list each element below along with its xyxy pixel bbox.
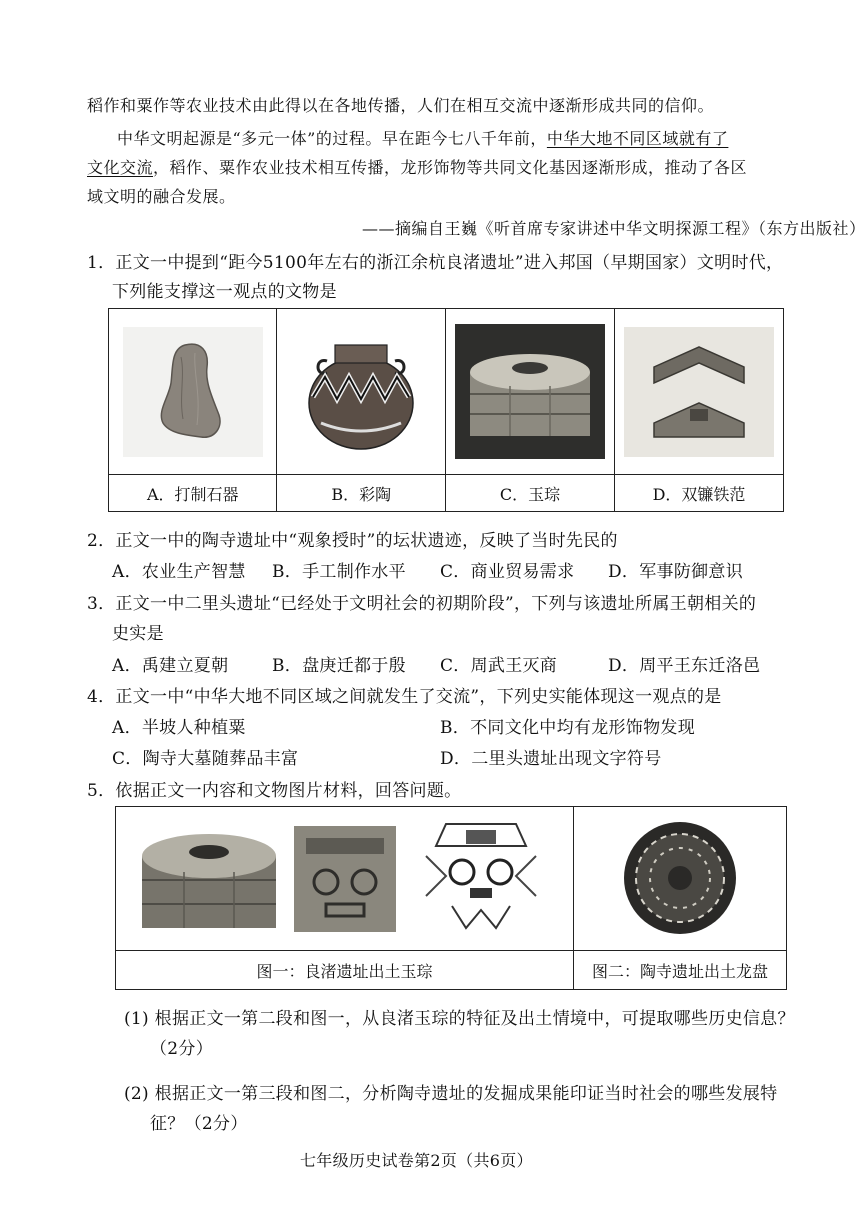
question-2-stem: 2．正文一中的陶寺遗址中“观象授时”的坛状遗迹，反映了当时先民的 (87, 531, 618, 551)
option-a-label: A．打制石器 (109, 475, 277, 512)
figure-1-caption: 图一：良渚遗址出土玉琮 (116, 951, 574, 990)
question-2-option-b: B．手工制作水平 (272, 562, 406, 582)
question-2-option-d: D．军事防御意识 (608, 562, 744, 582)
question-2-option-a: A．农业生产智慧 (112, 562, 246, 582)
question-3-stem: 史实是 (112, 624, 164, 644)
passage-underlined: 中华大地不同区域就有了 (546, 129, 729, 148)
page-footer: 七年级历史试卷第2页（共6页） (300, 1151, 533, 1170)
question-1-stem: 1．正文一中提到“距今5100年左右的浙江余杭良渚遗址”进入邦国（早期国家）文明时代， (87, 253, 784, 273)
question-3-option-b: B．盘庚迁都于殷 (272, 656, 406, 676)
passage-line: 稻作和粟作等农业技术由此得以在各地传播，人们在相互交流中逐渐形成共同的信仰。 (87, 96, 715, 115)
question-4-option-c: C．陶寺大墓随葬品丰富 (112, 749, 299, 769)
question-1-options-table (108, 308, 784, 512)
option-b-image (277, 309, 445, 475)
question-4-option-a: A．半坡人种植粟 (112, 718, 246, 738)
option-c-label: C．玉琮 (445, 475, 614, 512)
question-2-option-c: C．商业贸易需求 (440, 562, 575, 582)
question-3-stem: 3．正文一中二里头遗址“已经处于文明社会的初期阶段”，下列与该遗址所属王朝相关的 (87, 594, 757, 614)
passage-text: ，稻作、粟作农业技术相互传播，龙形饰物等共同文化基因逐渐形成，推动了各区 (153, 158, 748, 177)
question-5-sub-2: (2) 根据正文一第三段和图二，分析陶寺遗址的发掘成果能印证当时社会的哪些发展特 (124, 1084, 778, 1104)
figure-2-image (574, 807, 787, 951)
question-3-option-c: C．周武王灭商 (440, 656, 558, 676)
iron-mold-icon (624, 327, 774, 457)
question-5-sub-1-score: （2分） (150, 1039, 214, 1059)
question-5-stem: 5．依据正文一内容和文物图片材料，回答问题。 (87, 781, 462, 801)
question-3-option-d: D．周平王东迁洛邑 (608, 656, 761, 676)
option-a-image (109, 309, 277, 475)
question-5-sub-2-score: 征？（2分） (150, 1114, 248, 1134)
option-d-label: D．双镰铁范 (614, 475, 783, 512)
question-3-option-a: A．禹建立夏朝 (112, 656, 229, 676)
passage-underlined: 文化交流 (87, 158, 154, 177)
option-d-image (614, 309, 783, 475)
question-5-figures-table (115, 806, 787, 990)
question-5-sub-1: (1) 根据正文一第二段和图一，从良渚玉琮的特征及出土情境中，可提取哪些历史信息？ (124, 1009, 795, 1029)
question-4-option-d: D．二里头遗址出现文字符号 (440, 749, 662, 769)
question-4-stem: 4．正文一中“中华大地不同区域之间就发生了交流”，下列史实能体现这一观点的是 (87, 687, 722, 707)
option-c-image (445, 309, 614, 475)
stone-tool-icon (123, 327, 263, 457)
question-1-stem: 下列能支撑这一观点的文物是 (112, 282, 337, 302)
divine-face-pattern-icon (406, 816, 556, 941)
jade-cong-icon (134, 816, 284, 941)
passage-line: 域文明的融合发展。 (87, 187, 236, 206)
figure-2-caption: 图二：陶寺遗址出土龙盘 (574, 951, 787, 990)
painted-pottery-icon (291, 327, 431, 457)
passage-paragraph (87, 155, 747, 178)
figure-1-image (116, 807, 574, 951)
passage-paragraph (117, 126, 728, 149)
passage-text: 中华文明起源是“多元一体”的过程。早在距今七八千年前， (117, 129, 547, 148)
option-b-label: B．彩陶 (277, 475, 445, 512)
dragon-plate-icon (615, 816, 745, 941)
question-4-option-b: B．不同文化中均有龙形饰物发现 (440, 718, 695, 738)
passage-source: ——摘编自王巍《听首席专家讲述中华文明探源工程》（东方出版社） (362, 219, 866, 238)
jade-face-carving-icon (290, 816, 400, 941)
jade-cong-icon (455, 324, 605, 459)
